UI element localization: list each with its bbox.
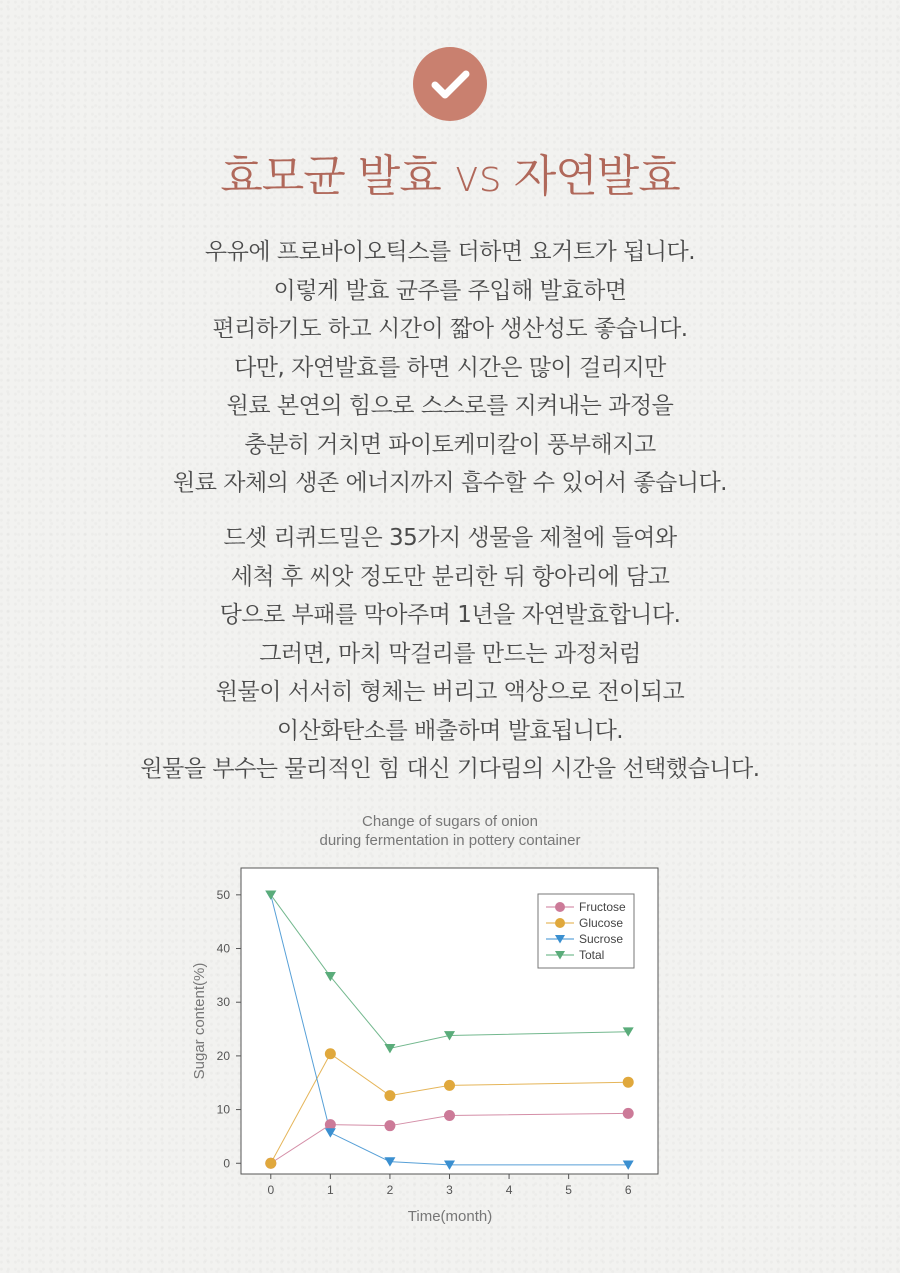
- page-title: 효모균 발효 vs 자연발효: [220, 151, 680, 202]
- intro-line: 원료 자체의 생존 에너지까지 흡수할 수 있어서 좋습니다.: [172, 470, 727, 496]
- glucose-point: [384, 1090, 395, 1101]
- x-tick-label: 4: [505, 1183, 513, 1197]
- y-tick-label: 20: [216, 1048, 230, 1063]
- legend-label-fructose: Fructose: [579, 900, 626, 914]
- chart-subtitle: during fermentation in pottery container: [319, 832, 581, 849]
- process-line: 원물이 서서히 형체는 버리고 액상으로 전이되고: [215, 679, 685, 705]
- x-tick-label: 0: [267, 1183, 275, 1197]
- legend-marker-glucose: [555, 918, 565, 928]
- y-tick-label: 30: [216, 995, 230, 1010]
- glucose-point: [444, 1080, 455, 1091]
- x-tick-label: 3: [446, 1183, 453, 1197]
- sugar-line-chart: [0, 850, 900, 1230]
- intro-line: 원료 본연의 힘으로 스스로를 지켜내는 과정을: [226, 393, 674, 419]
- intro-line: 편리하기도 하고 시간이 짧아 생산성도 좋습니다.: [212, 316, 688, 342]
- glucose-point: [265, 1158, 276, 1169]
- x-tick-label: 6: [624, 1183, 632, 1197]
- intro-line: 우유에 프로바이오틱스를 더하면 요거트가 됩니다.: [204, 239, 696, 265]
- x-axis-label: Time(month): [407, 1208, 493, 1225]
- x-tick-label: 1: [327, 1183, 334, 1197]
- intro-line: 다만, 자연발효를 하면 시간은 많이 걸리지만: [234, 354, 666, 381]
- fructose-point: [384, 1120, 395, 1131]
- legend-marker-fructose: [555, 902, 565, 912]
- x-tick-label: 5: [565, 1183, 572, 1197]
- process-line: 당으로 부패를 막아주며 1년을 자연발효합니다.: [219, 602, 681, 628]
- y-tick-label: 40: [216, 941, 230, 956]
- y-tick-label: 10: [216, 1102, 230, 1117]
- legend-label-total: Total: [579, 948, 605, 962]
- process-paragraph: [0, 519, 900, 789]
- process-line: 그러면, 마치 막걸리를 만드는 과정처럼: [259, 640, 641, 667]
- legend-label-glucose: Glucose: [579, 916, 624, 930]
- chart-legend: [538, 894, 634, 968]
- x-tick-label: 2: [386, 1183, 394, 1197]
- y-tick-label: 0: [223, 1156, 230, 1171]
- glucose-point: [623, 1077, 634, 1088]
- check-badge: [413, 47, 487, 121]
- intro-paragraph: [0, 233, 900, 503]
- glucose-point: [325, 1048, 336, 1059]
- fructose-point: [623, 1108, 634, 1119]
- intro-line: 이렇게 발효 균주를 주입해 발효하면: [273, 277, 627, 304]
- process-line: 이산화탄소를 배출하며 발효됩니다.: [276, 717, 624, 744]
- process-line: 드셋 리퀴드밀은 35가지 생물을 제철에 들여와: [223, 525, 677, 551]
- y-axis-label: Sugar content(%): [191, 962, 208, 1080]
- legend-label-sucrose: Sucrose: [579, 932, 624, 946]
- chart-title: Change of sugars of onion: [362, 813, 538, 830]
- fructose-point: [444, 1110, 455, 1121]
- intro-line: 충분히 거치면 파이토케미칼이 풍부해지고: [244, 431, 656, 458]
- check-icon: [413, 47, 487, 121]
- process-line: 세척 후 씨앗 정도만 분리한 뒤 항아리에 담고: [230, 563, 670, 590]
- process-line: 원물을 부수는 물리적인 힘 대신 기다림의 시간을 선택했습니다.: [140, 756, 760, 782]
- y-tick-label: 50: [216, 887, 230, 902]
